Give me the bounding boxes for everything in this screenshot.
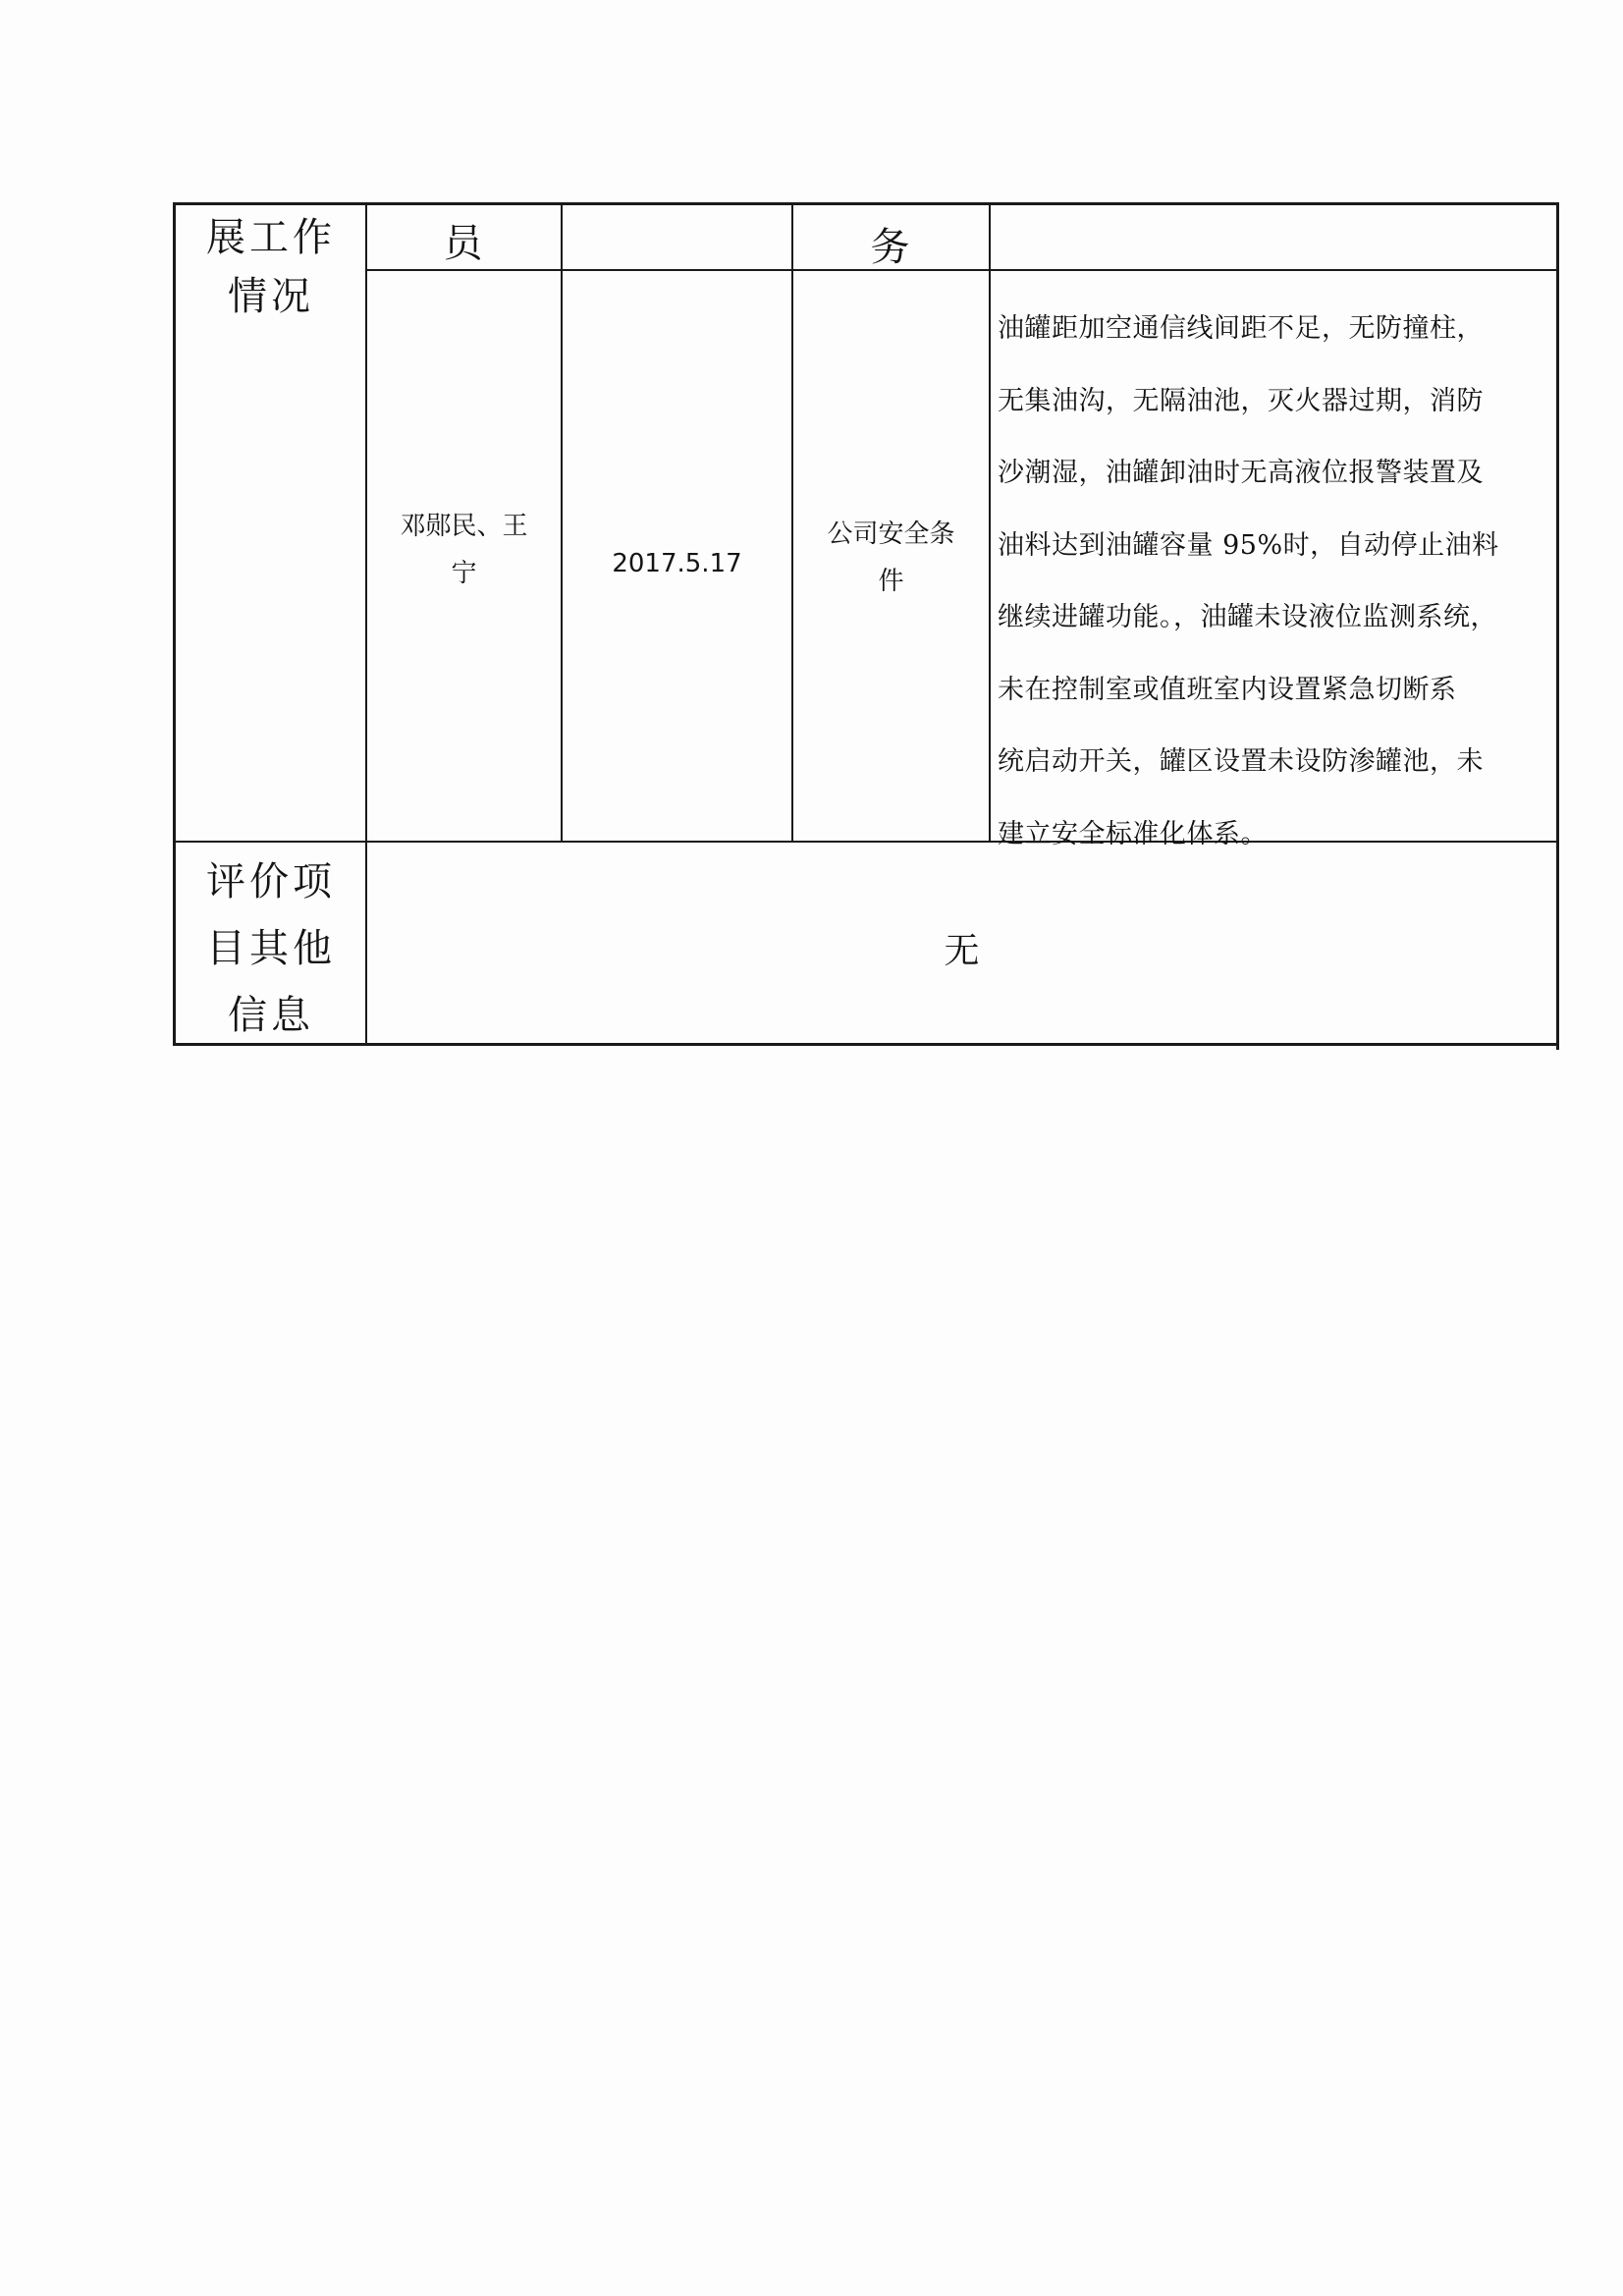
problems-line-6: 未在控制室或值班室内设置紧急切断系 — [998, 674, 1457, 705]
label-work-status-line1: 展工作 — [206, 215, 336, 260]
header-personnel: 员 — [443, 221, 485, 266]
label-other-info-line2: 目其他 — [206, 926, 336, 971]
cell-task-line2: 件 — [878, 567, 904, 596]
problems-line-8: 建立安全标准化体系。 — [998, 818, 1268, 849]
problems-line-5: 继续进罐功能。，油罐未设液位监测系统， — [998, 602, 1497, 632]
label-work-status-line2: 情况 — [228, 274, 314, 319]
cell-personnel-line2: 宁 — [451, 559, 477, 588]
cell-date: 2017.5.17 — [612, 549, 742, 578]
table-divider-label — [365, 202, 367, 1045]
label-other-info — [177, 848, 365, 1049]
label-work-status — [177, 208, 365, 326]
table-border-right — [1556, 202, 1559, 1050]
problems-line-4: 油料达到油罐容量 95%时，自动停止油料 — [998, 529, 1499, 561]
header-task: 务 — [870, 225, 912, 270]
table-border-top — [173, 202, 1559, 205]
table-border-bottom — [173, 1043, 1559, 1046]
label-other-info-line3: 信息 — [228, 993, 314, 1038]
problems-line-3: 沙潮湿，油罐卸油时无高液位报警装置及 — [998, 458, 1484, 488]
cell-personnel — [367, 503, 561, 597]
label-other-info-line1: 评价项 — [206, 859, 336, 904]
problems-line-1: 油罐距加空通信线间距不足，无防撞柱， — [998, 313, 1484, 344]
cell-personnel-line1: 邓郧民、王 — [400, 512, 528, 541]
cell-task — [793, 511, 989, 605]
problems-line-7: 统启动开关，罐区设置未设防渗罐池，未 — [998, 746, 1484, 777]
cell-task-line1: 公司安全条 — [827, 519, 955, 549]
table-border-left — [173, 202, 176, 1045]
other-info-value: 无 — [944, 931, 980, 971]
problems-line-2: 无集油沟，无隔油池，灭火器过期，消防 — [998, 385, 1484, 416]
table-divider-col2 — [561, 202, 563, 841]
table-divider-col4 — [989, 202, 991, 841]
cell-problems — [998, 293, 1543, 870]
